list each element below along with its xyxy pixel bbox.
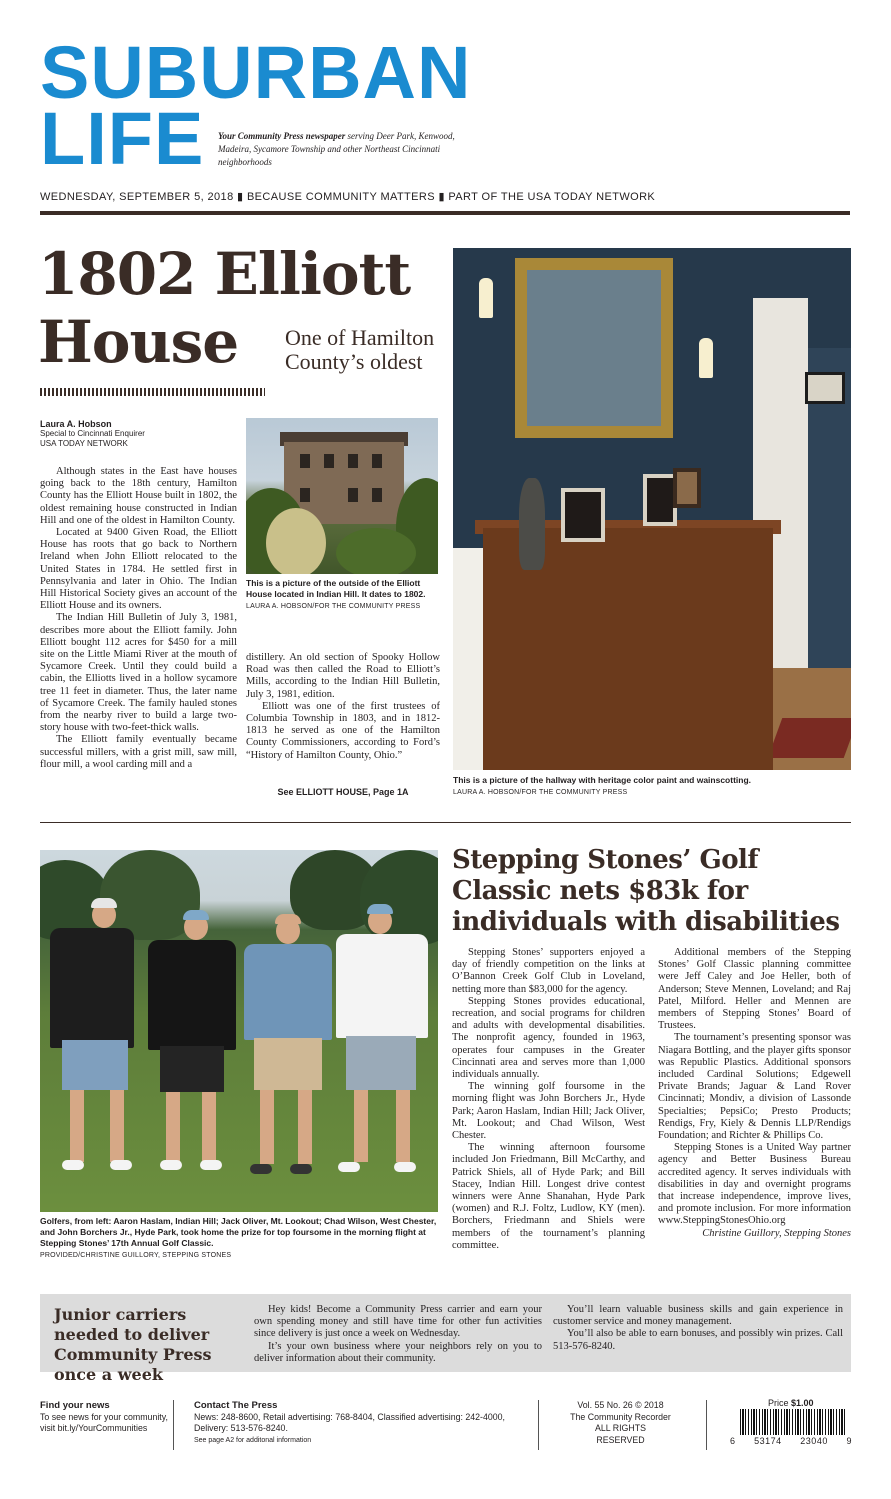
price-label	[766, 1398, 816, 1408]
promo-headline: Junior carriers needed to deliver Community Press once a week	[54, 1305, 212, 1384]
byline-name: Laura A. Hobson	[40, 419, 112, 429]
vol-line: RESERVED	[596, 1434, 645, 1445]
promo-paragraph: You’ll learn valuable business skills and gain experience in customer service and money management.	[553, 1304, 843, 1328]
byline-role: Special to Cincinnati Enquirer	[40, 429, 145, 438]
barcode-digit-group: 23040	[800, 1436, 828, 1446]
find-news-heading: Find your news	[40, 1400, 110, 1411]
section-divider	[40, 822, 851, 823]
story1-paragraph: Located at 9400 Given Road, the Elliott House has roots that go back to Northern Ireland when John Elliott relocated to the United States in 1784. He settled first in Pennsylvania and later in Ohio. The Indian Hill Historical Society gives an account of the Elliott House and its owners.	[40, 527, 237, 612]
elliott-house-photo	[246, 418, 438, 574]
story1-paragraph: Although states in the East have houses going back to the 18th century, Hamilton County has the Elliott House built in 1802, the oldest remaining house constructed in Indian Hill and one of the oldest in Hamilton County.	[40, 466, 237, 526]
tagline-bold: Your Community Press newspaper	[218, 131, 346, 141]
masthead-rule	[40, 211, 850, 215]
promo-column-1	[254, 1304, 542, 1365]
story1-column-2	[246, 652, 440, 762]
footer-divider	[538, 1400, 539, 1450]
house-photo-credit: LAURA A. HOBSON/FOR THE COMMUNITY PRESS	[246, 603, 421, 610]
story2-column-1	[452, 947, 645, 1252]
promo-paragraph: It’s your own business where your neighbors rely on you to deliver information about their community.	[254, 1340, 542, 1364]
masthead-title-line1: SUBURBAN	[40, 31, 472, 114]
hall-photo-credit: LAURA A. HOBSON/FOR THE COMMUNITY PRESS	[453, 789, 628, 796]
vol-line: ALL RIGHTS	[594, 1423, 646, 1433]
barcode-digit-group: 53174	[754, 1436, 782, 1446]
barcode-icon	[740, 1409, 846, 1435]
footer-divider	[173, 1400, 174, 1450]
story1-headline-line1: 1802 Elliott	[38, 240, 411, 308]
house-photo-caption	[246, 578, 440, 612]
story1-paragraph: distillery. An old section of Spooky Hollow Road was then called the Road to Elliott’s Mills, according to the Indian Hill Bulletin, July 3, 1981, edition.	[246, 652, 440, 700]
story1-paragraph: Elliott was one of the first trustees of Columbia Township in 1803, and in 1812-1813 he served as one of the Hamilton County Commissioners, according to Ford’s “History of Hamilton County, Ohio.”	[246, 700, 440, 761]
footer-volume-info	[548, 1400, 693, 1446]
story2-paragraph: The winning afternoon foursome included Jon Friedmann, Bill McCarthy, and Patrick Shiels, all of Hyde Park; and Bill Stacey, Indian Hill. Longest drive contest winners were Anne Shanahan, Hyde Park (women) and R.J. Foltz, Ludlow, KY (men). Borchers, Friedmann and Shiels were members of the tournament’s planning committee.	[452, 1142, 645, 1251]
golfers-photo-caption	[40, 1216, 440, 1261]
golf-caption-text: Golfers, from left: Aaron Haslam, Indian Hill; Jack Oliver, Mt. Lookout; Chad Wilson, West Chester, and John Borchers Jr., Hyde Park, took home the prize for top foursome in the morning flight at Stepping Stones’ 17th Annual Golf Classic.	[40, 1216, 437, 1248]
story1-jump-link[interactable]: See ELLIOTT HOUSE, Page 1A	[277, 787, 409, 797]
promo-column-2	[553, 1304, 843, 1353]
story1-byline	[40, 419, 240, 449]
footer-find-news	[40, 1400, 170, 1435]
story2-signature: Christine Guillory, Stepping Stones	[702, 1227, 851, 1239]
story1-subhead: One of Hamilton County’s oldest	[285, 325, 435, 374]
story2-paragraph: Stepping Stones is a United Way partner agency and Better Business Bureau accredited agency. It serves individuals with disabilities in day and overnight programs that increase independence, improve lives, and promote inclusion. For more information www.SteppingStonesOhio.org	[658, 1142, 851, 1227]
story1-column-1	[40, 466, 237, 771]
story1-headline-line2: House	[38, 308, 239, 376]
hall-caption-text: This is a picture of the hallway with heritage color paint and wainscotting.	[453, 775, 752, 785]
masthead-title-line2: LIFE	[40, 97, 205, 180]
masthead-tagline	[218, 130, 468, 169]
hallway-photo-caption	[453, 775, 851, 798]
story1-paragraph: The Elliott family eventually became successful millers, with a grist mill, saw mill, flour mill, a wool carding mill and a	[40, 734, 237, 770]
barcode-digits	[730, 1436, 852, 1446]
story2-column-2	[658, 947, 851, 1240]
contact-heading: Contact The Press	[194, 1400, 278, 1411]
story2-paragraph: Additional members of the Stepping Stones’ Golf Classic planning committee were Jeff Caley and Joe Heller, both of Anderson; Steve Mennen, Loveland; and Raj Patel, Milford. Heller and Mennen are members of Stepping Stones’ Board of Trustees.	[658, 947, 851, 1032]
contact-note: See page A2 for additonal information	[194, 1436, 312, 1444]
barcode-digit-group: 6	[730, 1436, 736, 1446]
tagline-rest: serving Deer Park, Kenwood, Madeira, Sycamore Township and other Northeast Cincinnati neighborhoods	[218, 131, 455, 167]
story2-paragraph: The winning golf foursome in the morning flight was John Borchers Jr., Hyde Park; Aaron Haslam, Indian Hill; Jack Oliver, Mt. Lookout; and Chad Wilson, West Chester.	[452, 1081, 645, 1142]
story2-paragraph: Stepping Stones provides educational, recreation, and social programs for children and adults with developmental disabilities. The nonprofit agency, founded in 1963, operates four campuses in the Greater Cincinnati area and serves more than 1,000 individuals annually.	[452, 995, 645, 1081]
find-news-body: To see news for your community, visit bit.ly/YourCommunities	[40, 1411, 168, 1433]
footer-contact	[194, 1400, 524, 1446]
vol-line: The Community Recorder	[570, 1411, 671, 1422]
story2-paragraph: The tournament’s presenting sponsor was Niagara Bottling, and the player gifts sponsor was Republic Plastics. Additional sponsors included Cardinal Solutions; Edgewell Private Brands; Jaguar & Land Rover Cincinnati; Mondiv, a division of Lassonde Specialties; PepsiCo; Presto Products; Rendigs, Fry, Kiely & Dennis LLP/Rendigs Foundation; and Richter & Phillips Co.	[658, 1032, 851, 1142]
hallway-photo	[453, 248, 851, 770]
golfers-photo	[40, 850, 438, 1212]
house-caption-text: This is a picture of the outside of the Elliott House located in Indian Hill. It dates to 1802.	[246, 578, 426, 599]
barcode-digit-group: 9	[846, 1436, 852, 1446]
promo-paragraph: You’ll also be able to earn bonuses, and possibly win prizes. Call 513-576-8240.	[553, 1328, 843, 1352]
byline-network: USA TODAY NETWORK	[40, 439, 128, 448]
price-value: $1.00	[791, 1398, 814, 1408]
story2-headline: Stepping Stones’ Golf Classic nets $83k for individuals with disabilities	[452, 845, 840, 937]
dateline: WEDNESDAY, SEPTEMBER 5, 2018 ▮ BECAUSE COMMUNITY MATTERS ▮ PART OF THE USA TODAY NETWORK	[40, 191, 656, 203]
promo-paragraph: Hey kids! Become a Community Press carrier and earn your own spending money and still have time for other fun activities since delivery is just once a week on Wednesday.	[254, 1304, 542, 1340]
headline-tick-rule	[40, 388, 265, 396]
golf-photo-credit: PROVIDED/CHRISTINE GUILLORY, STEPPING STONES	[40, 1252, 232, 1259]
footer-divider	[706, 1400, 707, 1450]
vol-line: Vol. 55 No. 26 © 2018	[577, 1400, 664, 1410]
story1-paragraph: The Indian Hill Bulletin of July 3, 1981, describes more about the Elliott family. John Elliott bought 112 acres for $450 for a mill site on the Little Miami River at the mouth of Sycamore Creek. Until they could build a cabin, the Elliotts lived in a hollow sycamore tree 11 feet in diameter. Thus, the later name of Sycamore Creek. The family hauled stones from the nearby river to build a large two-story house with two-feet-thick walls.	[40, 612, 237, 734]
price-word: Price	[768, 1398, 789, 1408]
contact-body: News: 248-8600, Retail advertising: 768-8404, Classified advertising: 242-4000, Delivery: 513-576-8240.	[194, 1411, 506, 1433]
story2-paragraph: Stepping Stones’ supporters enjoyed a day of friendly competition on the links at O’Bannon Creek Golf Club in Loveland, netting more than $83,000 for the agency.	[452, 947, 645, 995]
